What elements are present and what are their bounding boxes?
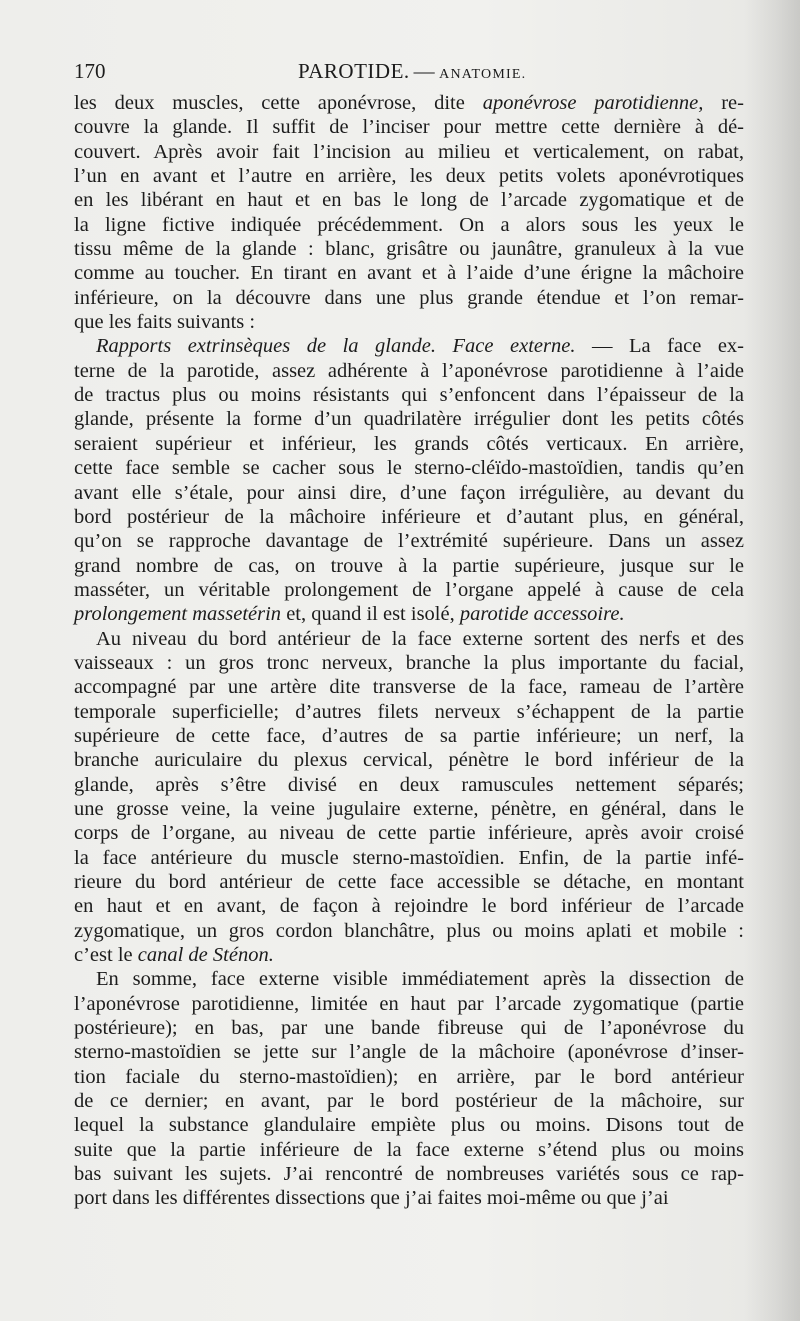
text-run: glande, présente la forme d’un quadrilatère irrégulier dont les petits côtés — [74, 408, 744, 431]
text-line — [74, 261, 744, 285]
text-line — [74, 1162, 744, 1186]
running-head — [74, 56, 744, 86]
text-line — [74, 1065, 744, 1089]
text-line — [74, 456, 744, 480]
text-line — [74, 1016, 744, 1040]
text-run: accompagné par une artère dite transverse de la face, rameau de l’artère — [74, 676, 744, 699]
section-title: ANATOMIE. — [439, 67, 527, 82]
text-run: suite que la partie inférieure de la face externe s’étend plus ou moins — [74, 1138, 744, 1161]
text-line — [74, 334, 744, 358]
text-run: terne de la parotide, assez adhérente à l’aponévrose parotidienne à l’aide — [74, 359, 744, 382]
italic-text: aponévrose parotidienne, — [482, 92, 704, 114]
text-line — [74, 821, 744, 845]
text-line — [74, 1113, 744, 1137]
text-run: la face antérieure du muscle sterno-mastoïdien. Enfin, de la partie infé- — [74, 846, 744, 869]
text-line — [74, 748, 744, 772]
text-line — [74, 140, 744, 164]
body-text — [74, 91, 744, 1211]
text-run: couvre la glande. Il suffit de l’inciser pour mettre cette dernière à dé- — [74, 116, 744, 139]
text-run: sterno-mastoïdien se jette sur l’angle de la mâchoire (aponévrose d’inser- — [74, 1041, 744, 1064]
text-line — [74, 310, 744, 334]
text-run: inférieure, on la découvre dans une plus grande étendue et l’on remar- — [74, 286, 744, 309]
text-line — [74, 481, 744, 505]
title-dash: — — [413, 59, 436, 83]
text-line — [74, 115, 744, 139]
text-line — [74, 724, 744, 748]
text-run: l’aponévrose parotidienne, limitée en haut par l’arcade zygomatique (partie — [74, 992, 744, 1015]
paragraph — [74, 334, 744, 626]
text-line — [74, 432, 744, 456]
text-run: une grosse veine, la veine jugulaire externe, pénètre, en général, dans le — [74, 797, 744, 820]
text-run: la ligne fictive indiquée précédemment. On a alors sous les yeux le — [74, 213, 744, 236]
text-run: branche auriculaire du plexus cervical, pénètre le bord inférieur de la — [74, 749, 744, 772]
text-run: glande, après s’être divisé en deux ramuscules nettement séparés; — [74, 773, 744, 796]
text-line — [74, 188, 744, 212]
text-run: rieure du bord antérieur de cette face accessible se détache, en montant — [74, 871, 744, 893]
text-line — [74, 627, 744, 651]
page-number: 170 — [74, 59, 106, 83]
text-run: en les libérant en haut et en bas le long de l’arcade zygomatique et de — [74, 189, 744, 212]
text-run: lequel la substance glandulaire empiète plus ou moins. Disons tout de — [74, 1114, 744, 1137]
text-line — [74, 846, 744, 870]
text-run: qu’on se rapproche davantage de l’extrémité supérieure. Dans un assez — [74, 530, 744, 553]
text-line — [74, 797, 744, 821]
text-run: cette face semble se cacher sous le sterno-cléïdo-mastoïdien, tandis qu’en — [74, 457, 744, 480]
text-run: grand nombre de cas, on trouve à la partie supérieure, jusque sur le — [74, 554, 744, 577]
text-line — [74, 237, 744, 261]
text-run: supérieure de cette face, d’autres de sa partie inférieure; un nerf, la — [74, 724, 744, 747]
text-run: tissu même de la glande : blanc, grisâtre ou jaunâtre, granuleux à la vue — [74, 238, 744, 261]
text-line — [74, 967, 744, 991]
text-line — [74, 529, 744, 553]
text-line — [74, 773, 744, 797]
text-run: corps de l’organe, au niveau de cette partie inférieure, après avoir croisé — [74, 822, 744, 845]
text-line — [74, 1186, 744, 1210]
text-run: — La face ex- — [575, 335, 744, 358]
text-run: c’est le — [74, 944, 138, 967]
text-line — [74, 359, 744, 383]
italic-text: canal de Sténon. — [137, 944, 274, 967]
text-line — [74, 651, 744, 675]
text-run: bas suivant les sujets. J’ai rencontré de nombreuses variétés sous ce rap- — [74, 1163, 744, 1186]
text-line — [74, 164, 744, 188]
text-line — [74, 675, 744, 699]
text-run: avant elle s’étale, pour ainsi dire, d’une façon irrégulière, au devant du — [74, 481, 744, 504]
text-run: comme au toucher. En tirant en avant et à l’aide d’une érigne la mâchoire — [74, 262, 744, 285]
text-line — [74, 602, 744, 626]
text-run: masséter, un véritable prolongement de l’organe appelé à cause de cela — [74, 578, 744, 601]
italic-text: parotide accessoire. — [459, 603, 625, 626]
text-line — [74, 286, 744, 310]
text-run: que les faits suivants : — [74, 311, 256, 334]
text-run: tion faciale du sterno-mastoïdien); en arrière, par le bord antérieur — [74, 1065, 744, 1088]
chapter-title: PAROTIDE. — [298, 59, 410, 83]
text-line — [74, 505, 744, 529]
text-line — [74, 700, 744, 724]
text-line — [74, 578, 744, 602]
text-line — [74, 407, 744, 431]
text-run: les deux muscles, cette aponévrose, dite — [74, 92, 483, 114]
text-run: et, quand il est isolé, — [281, 603, 460, 626]
text-run: En somme, face externe visible immédiatement après la dissection de — [96, 968, 744, 991]
text-run: Au niveau du bord antérieur de la face externe sortent des nerfs et des — [96, 627, 744, 650]
text-line — [74, 91, 744, 115]
text-line — [74, 943, 744, 967]
text-run: zygomatique, un gros cordon blanchâtre, plus ou moins aplati et mobile : — [74, 919, 744, 942]
paragraph — [74, 627, 744, 968]
text-run: bord postérieur de la mâchoire inférieure et d’autant plus, en général, — [74, 505, 744, 528]
text-run: re- — [703, 92, 744, 114]
text-line — [74, 1089, 744, 1113]
paragraph — [74, 967, 744, 1210]
text-run: port dans les différentes dissections que j’ai faites moi-même ou que j’ai — [74, 1187, 669, 1210]
text-line — [74, 383, 744, 407]
text-line — [74, 992, 744, 1016]
text-line — [74, 554, 744, 578]
text-line — [74, 213, 744, 237]
text-run: de ce dernier; en avant, par le bord postérieur de la mâchoire, sur — [74, 1090, 744, 1113]
running-title — [298, 56, 526, 90]
text-run: seraient supérieur et inférieur, les grands côtés verticaux. En arrière, — [74, 432, 744, 455]
text-line — [74, 1040, 744, 1064]
text-run: couvert. Après avoir fait l’incision au milieu et verticalement, on rabat, — [74, 140, 744, 163]
italic-text: Rapports extrinsèques de la glande. Face externe. — [96, 335, 576, 358]
text-run: en haut et en avant, de façon à rejoindre le bord inférieur de l’arcade — [74, 895, 744, 918]
text-run: de tractus plus ou moins résistants qui s’enfoncent dans l’épaisseur de la — [74, 384, 744, 407]
italic-text: prolongement massetérin — [74, 603, 282, 626]
text-run: l’un en avant et l’autre en arrière, les deux petits volets aponévrotiques — [74, 165, 744, 188]
text-line — [74, 894, 744, 918]
paragraph — [74, 91, 744, 334]
text-line — [74, 870, 744, 894]
text-line — [74, 919, 744, 943]
text-run: temporale superficielle; d’autres filets nerveux s’échappent de la partie — [74, 700, 744, 723]
text-run: postérieure); en bas, par une bande fibreuse qui de l’aponévrose du — [74, 1017, 744, 1040]
text-line — [74, 1138, 744, 1162]
text-run: vaisseaux : un gros tronc nerveux, branche la plus importante du facial, — [74, 651, 744, 674]
